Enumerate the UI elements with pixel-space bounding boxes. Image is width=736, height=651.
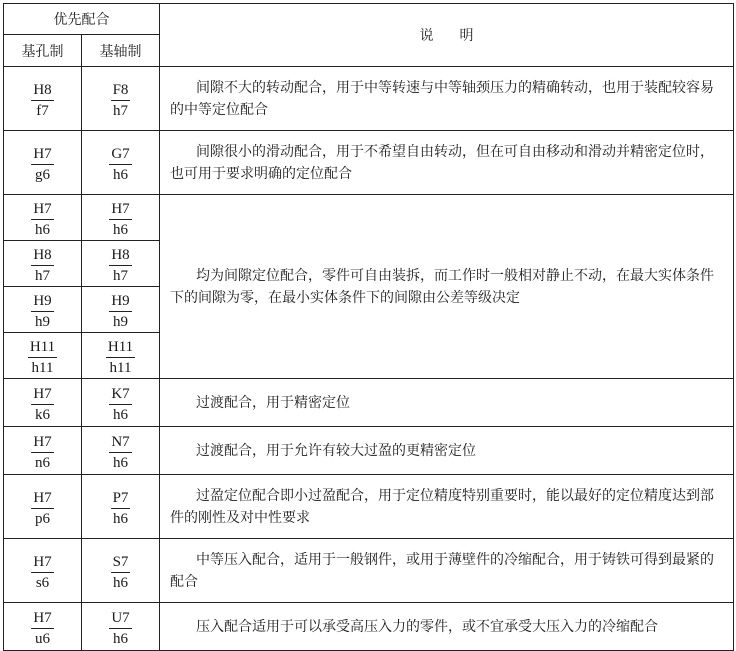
table-row bbox=[4, 195, 734, 241]
fit-fraction: $\frac{H7}{s6}$ bbox=[33, 553, 52, 591]
fit-fraction: $\frac{H9}{h9}$ bbox=[33, 292, 52, 330]
hole-fit-cell bbox=[4, 427, 82, 475]
shaft-fit-cell bbox=[82, 427, 160, 475]
description-cell: 过盈定位配合即小过盈配合，用于定位精度特别重要时，能以最好的定位精度达到部件的刚性及对中性要求 bbox=[160, 475, 734, 539]
hole-fit-cell bbox=[4, 539, 82, 603]
fit-fraction: $\frac{H8}{f7}$ bbox=[33, 81, 52, 119]
fit-fraction: $\frac{P7}{h6}$ bbox=[112, 489, 129, 527]
hole-fit-cell bbox=[4, 379, 82, 427]
hole-fit-cell bbox=[4, 241, 82, 287]
description-cell: 过渡配合，用于精密定位 bbox=[160, 379, 734, 427]
preferred-fit-header: 优先配合 bbox=[4, 4, 160, 35]
fit-fraction: $\frac{S7}{h6}$ bbox=[112, 553, 129, 591]
description-cell: 中等压入配合，适用于一般钢件，或用于薄壁件的冷缩配合，用于铸铁可得到最紧的配合 bbox=[160, 539, 734, 603]
fit-fraction: $\frac{H8}{h7}$ bbox=[111, 246, 130, 284]
hole-fit-cell bbox=[4, 333, 82, 379]
table-row bbox=[4, 131, 734, 195]
fit-fraction: $\frac{H7}{g6}$ bbox=[33, 145, 52, 183]
shaft-fit-cell bbox=[82, 333, 160, 379]
fit-fraction: $\frac{H7}{u6}$ bbox=[33, 609, 52, 647]
hole-basis-header: 基孔制 bbox=[4, 35, 82, 67]
fit-fraction: $\frac{U7}{h6}$ bbox=[111, 609, 130, 647]
hole-fit-cell bbox=[4, 195, 82, 241]
fit-fraction: $\frac{H7}{h6}$ bbox=[111, 200, 130, 238]
shaft-fit-cell bbox=[82, 287, 160, 333]
description-cell: 均为间隙定位配合，零件可自由装拆，而工作时一般相对静止不动，在最大实体条件下的间隙为零，在最小实体条件下的间隙由公差等级决定 bbox=[160, 195, 734, 379]
fit-fraction: $\frac{N7}{h6}$ bbox=[111, 433, 130, 471]
fit-fraction: $\frac{G7}{h6}$ bbox=[111, 145, 130, 183]
preferred-fits-table bbox=[3, 3, 734, 651]
table-row bbox=[4, 427, 734, 475]
table-row bbox=[4, 539, 734, 603]
fit-fraction: $\frac{H11}{h11}$ bbox=[107, 338, 134, 376]
fit-fraction: $\frac{H7}{k6}$ bbox=[33, 385, 52, 423]
shaft-fit-cell bbox=[82, 379, 160, 427]
table-row bbox=[4, 603, 734, 651]
fit-fraction: $\frac{H7}{n6}$ bbox=[33, 433, 52, 471]
shaft-fit-cell bbox=[82, 195, 160, 241]
hole-fit-cell bbox=[4, 131, 82, 195]
fit-fraction: $\frac{F8}{h7}$ bbox=[112, 81, 129, 119]
fit-fraction: $\frac{H11}{h11}$ bbox=[29, 338, 56, 376]
shaft-fit-cell bbox=[82, 131, 160, 195]
table-row bbox=[4, 379, 734, 427]
description-cell: 压入配合适用于可以承受高压入力的零件，或不宜承受大压入力的冷缩配合 bbox=[160, 603, 734, 651]
shaft-fit-cell bbox=[82, 603, 160, 651]
hole-fit-cell bbox=[4, 603, 82, 651]
description-cell: 间隙很小的滑动配合，用于不希望自由转动，但在可自由移动和滑动并精密定位时，也可用于要求明确的定位配合 bbox=[160, 131, 734, 195]
fit-fraction: $\frac{H7}{p6}$ bbox=[33, 489, 52, 527]
fit-fraction: $\frac{H9}{h9}$ bbox=[111, 292, 130, 330]
fit-fraction: $\frac{K7}{h6}$ bbox=[111, 385, 130, 423]
shaft-fit-cell bbox=[82, 539, 160, 603]
fit-fraction: $\frac{H8}{h7}$ bbox=[33, 246, 52, 284]
fit-fraction: $\frac{H7}{h6}$ bbox=[33, 200, 52, 238]
table-row bbox=[4, 475, 734, 539]
description-cell: 过渡配合，用于允许有较大过盈的更精密定位 bbox=[160, 427, 734, 475]
description-header: 说明 bbox=[160, 4, 734, 67]
hole-fit-cell bbox=[4, 67, 82, 131]
shaft-basis-header: 基轴制 bbox=[82, 35, 160, 67]
shaft-fit-cell bbox=[82, 475, 160, 539]
table-row bbox=[4, 67, 734, 131]
hole-fit-cell bbox=[4, 475, 82, 539]
shaft-fit-cell bbox=[82, 241, 160, 287]
description-cell: 间隙不大的转动配合，用于中等转速与中等轴颈压力的精确转动，也用于装配较容易的中等定位配合 bbox=[160, 67, 734, 131]
hole-fit-cell bbox=[4, 287, 82, 333]
shaft-fit-cell bbox=[82, 67, 160, 131]
